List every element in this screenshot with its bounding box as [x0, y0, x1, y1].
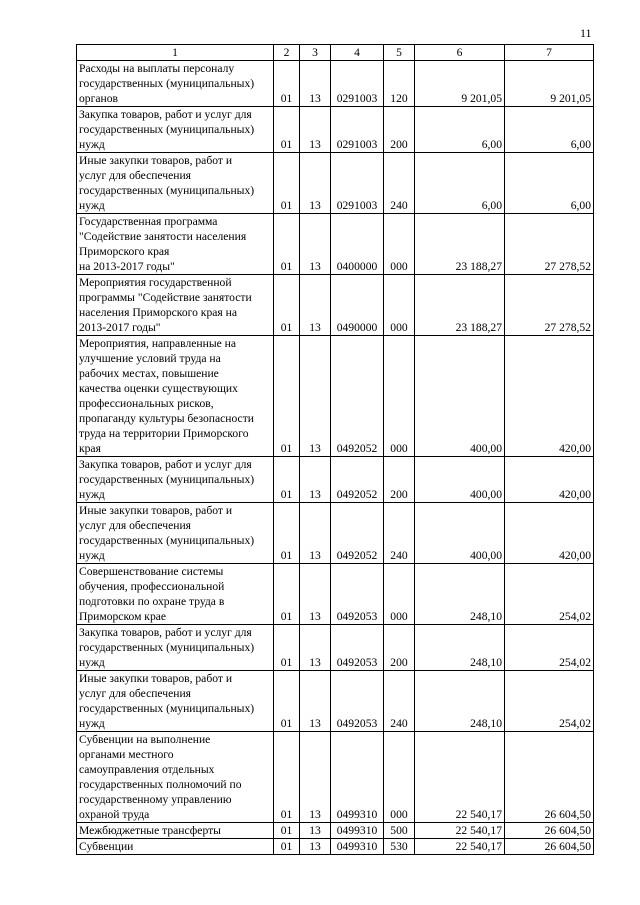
cell-name: Субвенции	[77, 839, 274, 855]
cell-amount-2: 420,00	[505, 457, 594, 503]
cell-name: Межбюджетные трансферты	[77, 823, 274, 839]
header-col-6: 6	[415, 45, 505, 61]
cell-amount-2: 26 604,50	[505, 823, 594, 839]
cell-amount-1: 400,00	[415, 503, 505, 564]
cell-name: Иные закупки товаров, работ и услуг для обеспечения государственных (муниципальных) нужд	[77, 503, 274, 564]
cell-name: Иные закупки товаров, работ и услуг для обеспечения государственных (муниципальных) нужд	[77, 153, 274, 214]
cell-section: 01	[274, 625, 300, 671]
cell-target-code: 0291003	[331, 61, 384, 107]
cell-amount-2: 26 604,50	[505, 839, 594, 855]
cell-section: 01	[274, 839, 300, 855]
cell-name: Совершенствование системы обучения, профессиональной подготовки по охране труда в Приморском крае	[77, 564, 274, 625]
cell-expense-type: 200	[384, 457, 415, 503]
cell-name: Закупка товаров, работ и услуг для государственных (муниципальных) нужд	[77, 625, 274, 671]
cell-amount-2: 27 278,52	[505, 275, 594, 336]
table-row	[77, 457, 594, 503]
cell-subsection: 13	[300, 275, 331, 336]
cell-target-code: 0492053	[331, 625, 384, 671]
cell-subsection: 13	[300, 336, 331, 457]
cell-amount-2: 254,02	[505, 564, 594, 625]
cell-expense-type: 200	[384, 625, 415, 671]
cell-expense-type: 000	[384, 336, 415, 457]
cell-subsection: 13	[300, 671, 331, 732]
table-row	[77, 275, 594, 336]
cell-expense-type: 000	[384, 214, 415, 275]
cell-name: Мероприятия государственной программы "Содействие занятости населения Приморского края на 2013-2017 годы"	[77, 275, 274, 336]
cell-section: 01	[274, 503, 300, 564]
cell-expense-type: 120	[384, 61, 415, 107]
table-row	[77, 214, 594, 275]
cell-target-code: 0499310	[331, 732, 384, 823]
table-row	[77, 839, 594, 855]
cell-subsection: 13	[300, 503, 331, 564]
cell-subsection: 13	[300, 153, 331, 214]
cell-target-code: 0492053	[331, 564, 384, 625]
cell-amount-2: 420,00	[505, 336, 594, 457]
cell-subsection: 13	[300, 732, 331, 823]
cell-section: 01	[274, 153, 300, 214]
page-number: 11	[580, 26, 592, 40]
cell-name: Закупка товаров, работ и услуг для государственных (муниципальных) нужд	[77, 457, 274, 503]
header-col-2: 2	[274, 45, 300, 61]
cell-amount-1: 248,10	[415, 564, 505, 625]
cell-amount-1: 22 540,17	[415, 823, 505, 839]
cell-expense-type: 200	[384, 107, 415, 153]
cell-amount-1: 22 540,17	[415, 732, 505, 823]
cell-expense-type: 000	[384, 275, 415, 336]
header-col-5: 5	[384, 45, 415, 61]
cell-amount-1: 6,00	[415, 153, 505, 214]
cell-section: 01	[274, 564, 300, 625]
cell-target-code: 0291003	[331, 107, 384, 153]
cell-name: Расходы на выплаты персоналу государственных (муниципальных) органов	[77, 61, 274, 107]
cell-section: 01	[274, 457, 300, 503]
cell-section: 01	[274, 732, 300, 823]
cell-amount-2: 254,02	[505, 625, 594, 671]
budget-table	[76, 44, 594, 855]
cell-amount-2: 9 201,05	[505, 61, 594, 107]
cell-subsection: 13	[300, 61, 331, 107]
cell-amount-2: 6,00	[505, 153, 594, 214]
cell-target-code: 0492052	[331, 503, 384, 564]
cell-amount-1: 6,00	[415, 107, 505, 153]
header-row	[77, 45, 594, 61]
cell-expense-type: 240	[384, 503, 415, 564]
table-row	[77, 671, 594, 732]
table-row	[77, 503, 594, 564]
cell-amount-1: 23 188,27	[415, 214, 505, 275]
cell-subsection: 13	[300, 457, 331, 503]
cell-expense-type: 000	[384, 732, 415, 823]
header-col-3: 3	[300, 45, 331, 61]
cell-expense-type: 240	[384, 153, 415, 214]
cell-target-code: 0291003	[331, 153, 384, 214]
cell-amount-1: 248,10	[415, 625, 505, 671]
cell-subsection: 13	[300, 839, 331, 855]
cell-target-code: 0492053	[331, 671, 384, 732]
header-col-7: 7	[505, 45, 594, 61]
table-row	[77, 823, 594, 839]
cell-target-code: 0499310	[331, 839, 384, 855]
cell-name: Иные закупки товаров, работ и услуг для обеспечения государственных (муниципальных) нужд	[77, 671, 274, 732]
table-row	[77, 107, 594, 153]
cell-expense-type: 000	[384, 564, 415, 625]
cell-subsection: 13	[300, 214, 331, 275]
cell-section: 01	[274, 214, 300, 275]
cell-section: 01	[274, 671, 300, 732]
cell-name: Закупка товаров, работ и услуг для государственных (муниципальных) нужд	[77, 107, 274, 153]
cell-amount-1: 400,00	[415, 457, 505, 503]
cell-name: Субвенции на выполнение органами местного самоуправления отдельных государственных полномочий по государственному управлению охраной труда	[77, 732, 274, 823]
table-row	[77, 61, 594, 107]
cell-subsection: 13	[300, 823, 331, 839]
cell-section: 01	[274, 275, 300, 336]
header-col-4: 4	[331, 45, 384, 61]
cell-target-code: 0400000	[331, 214, 384, 275]
cell-amount-1: 23 188,27	[415, 275, 505, 336]
cell-expense-type: 530	[384, 839, 415, 855]
table-row	[77, 153, 594, 214]
cell-subsection: 13	[300, 625, 331, 671]
cell-section: 01	[274, 336, 300, 457]
cell-amount-1: 22 540,17	[415, 839, 505, 855]
cell-amount-2: 254,02	[505, 671, 594, 732]
cell-amount-2: 420,00	[505, 503, 594, 564]
cell-amount-2: 6,00	[505, 107, 594, 153]
cell-target-code: 0492052	[331, 457, 384, 503]
cell-target-code: 0499310	[331, 823, 384, 839]
cell-target-code: 0492052	[331, 336, 384, 457]
cell-amount-2: 26 604,50	[505, 732, 594, 823]
cell-name: Мероприятия, направленные на улучшение условий труда на рабочих местах, повышение качества оценки существующих профессиональных рисков, пропаганду культуры безопасности труда на территории Приморского края	[77, 336, 274, 457]
table-row	[77, 732, 594, 823]
table-row	[77, 564, 594, 625]
cell-expense-type: 240	[384, 671, 415, 732]
cell-section: 01	[274, 823, 300, 839]
cell-subsection: 13	[300, 564, 331, 625]
cell-target-code: 0490000	[331, 275, 384, 336]
header-col-1: 1	[77, 45, 274, 61]
cell-subsection: 13	[300, 107, 331, 153]
table-row	[77, 625, 594, 671]
cell-amount-1: 248,10	[415, 671, 505, 732]
cell-amount-1: 400,00	[415, 336, 505, 457]
table-row	[77, 336, 594, 457]
cell-section: 01	[274, 107, 300, 153]
cell-name: Государственная программа "Содействие занятости населения Приморского края на 2013-2017 годы"	[77, 214, 274, 275]
cell-amount-2: 27 278,52	[505, 214, 594, 275]
cell-expense-type: 500	[384, 823, 415, 839]
cell-amount-1: 9 201,05	[415, 61, 505, 107]
cell-section: 01	[274, 61, 300, 107]
